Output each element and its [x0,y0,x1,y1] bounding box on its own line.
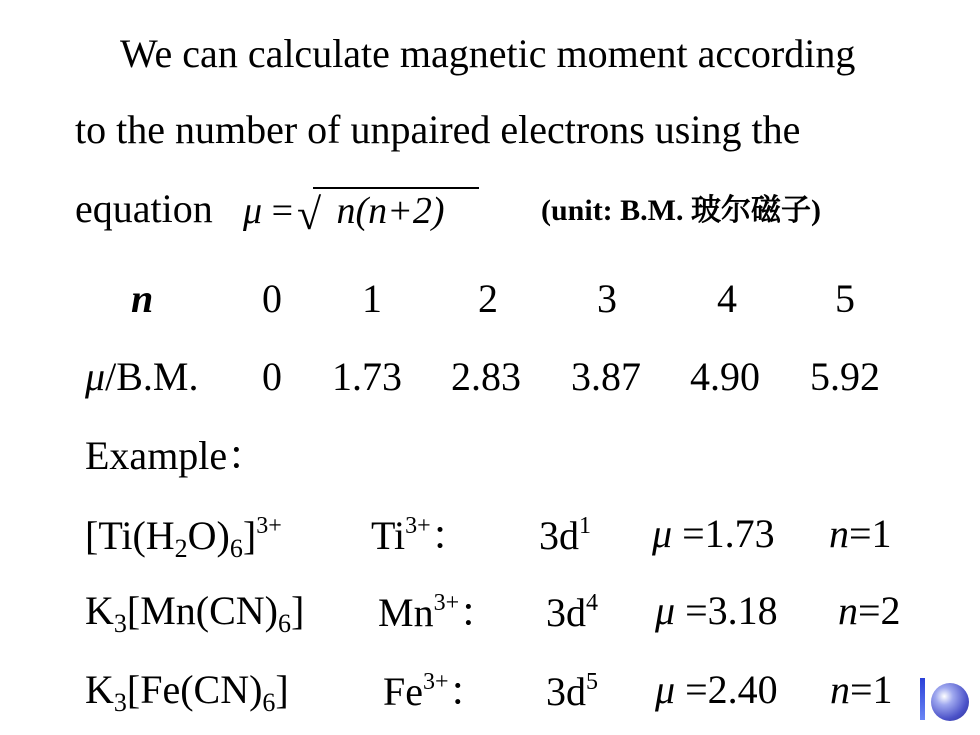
example-ion-ti: $Ti^{3+}$： [371,513,471,558]
nav-ball-icon[interactable] [931,683,969,721]
example-formula-mn: $K_3[Mn(CN)_6]$ [85,588,305,638]
example-mu-fe: μ =2.40 [655,667,778,712]
table-value-5: 5.92 [810,354,880,399]
table-value-4: 4.90 [690,354,760,399]
example-ion-fe: $Fe^{3+}$： [383,669,489,714]
intro-line-3-prefix: equation [75,186,213,231]
example-n-fe: n=1 [830,667,893,712]
formula-mu: μ [243,190,263,232]
table-value-2: 2.83 [451,354,521,399]
formula-radicand: n(n+2) [336,190,445,232]
example-label: Example： [85,433,268,478]
example-formula-fe: $K_3[Fe(CN)_6]$ [85,667,289,717]
table-value-3: 3.87 [571,354,641,399]
table-header-4: 4 [717,276,737,321]
table-value-0: 0 [262,354,282,399]
table-row-label [85,354,199,399]
example-config-ti: $3d^1$ [539,513,591,558]
example-mu-ti: μ =1.73 [652,511,775,556]
unit-label: (unit: B.M. 玻尔磁子) [541,194,821,227]
table-value-1: 1.73 [332,354,402,399]
example-ion-mn: $Mn^{3+}$： [378,590,500,635]
table-header-3: 3 [597,276,617,321]
row-label-mu: μ [85,354,106,399]
intro-line-2: to the number of unpaired electrons using the [75,107,801,152]
table-header-n: n [131,276,154,321]
intro-line-1: We can calculate magnetic moment according [120,31,856,76]
table-header-0: 0 [262,276,282,321]
example-n-ti: n=1 [829,511,892,556]
example-mu-mn: μ =3.18 [655,588,778,633]
example-n-mn: n=2 [838,588,901,633]
nav-bar-icon[interactable] [920,678,925,720]
formula-equals: = [271,190,294,232]
row-label-unit: /B.M. [105,354,199,399]
table-header-2: 2 [478,276,498,321]
example-config-fe: $3d^5$ [546,669,598,714]
table-header-1: 1 [362,276,382,321]
example-config-mn: $3d^4$ [546,590,598,635]
sqrt-icon: √ [297,190,322,239]
table-header-5: 5 [835,276,855,321]
sqrt-bar [313,187,479,189]
magnetic-moment-equation [243,189,445,239]
example-formula-ti: $[Ti(H_2O)_6]^{3+}$ [85,513,282,563]
